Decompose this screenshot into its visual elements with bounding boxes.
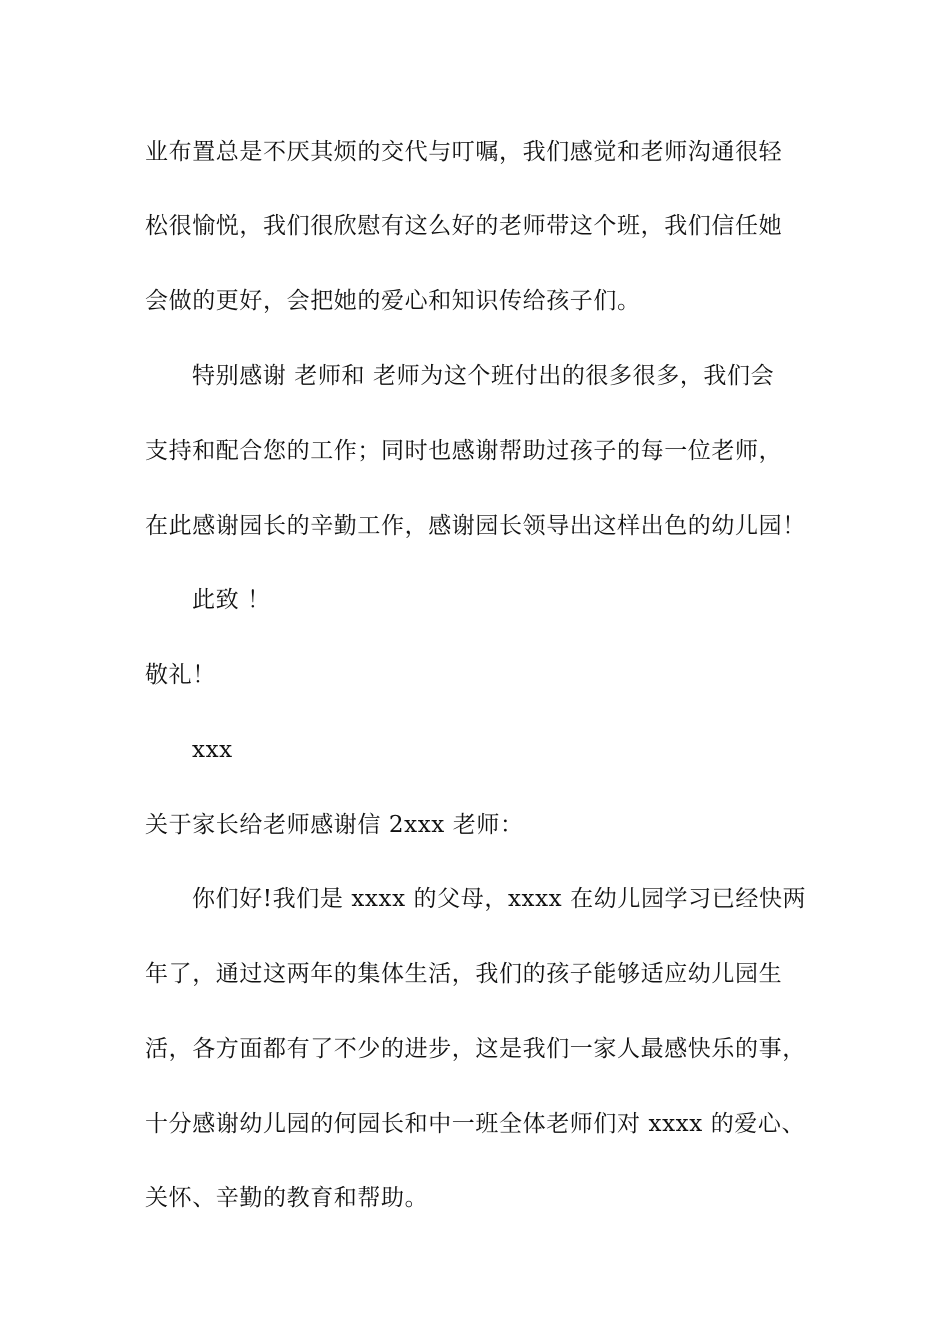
text-line-3: 会做的更好，会把她的爱心和知识传给孩子们。 bbox=[145, 288, 641, 314]
text-line-2: 松很愉悦，我们很欣慰有这么好的老师带这个班，我们信任她 bbox=[145, 213, 783, 239]
text-line-5: 支持和配合您的工作；同时也感谢帮助过孩子的每一位老师， bbox=[145, 438, 783, 464]
text-line-15: 关怀、辛勤的教育和帮助。 bbox=[145, 1185, 429, 1211]
text-line-7: 此致 ！ bbox=[192, 587, 271, 613]
text-line-11: 你们好!我们是 xxxx 的父母，xxxx 在幼儿园学习已经快两 bbox=[192, 886, 807, 912]
text-line-8: 敬礼！ bbox=[145, 662, 216, 688]
text-line-10: 关于家长给老师感谢信 2xxx 老师： bbox=[145, 812, 524, 838]
text-line-1: 业布置总是不厌其烦的交代与叮嘱，我们感觉和老师沟通很轻 bbox=[145, 139, 783, 165]
text-line-4: 特别感谢 老师和 老师为这个班付出的很多很多，我们会 bbox=[192, 363, 775, 389]
text-line-13: 活，各方面都有了不少的进步，这是我们一家人最感快乐的事， bbox=[145, 1036, 806, 1062]
text-line-9: xxx bbox=[192, 737, 233, 763]
text-line-6: 在此感谢园长的辛勤工作，感谢园长领导出这样出色的幼儿园！ bbox=[145, 513, 806, 539]
text-line-12: 年了，通过这两年的集体生活，我们的孩子能够适应幼儿园生 bbox=[145, 961, 783, 987]
text-line-14: 十分感谢幼儿园的何园长和中一班全体老师们对 xxxx 的爱心、 bbox=[145, 1111, 806, 1137]
